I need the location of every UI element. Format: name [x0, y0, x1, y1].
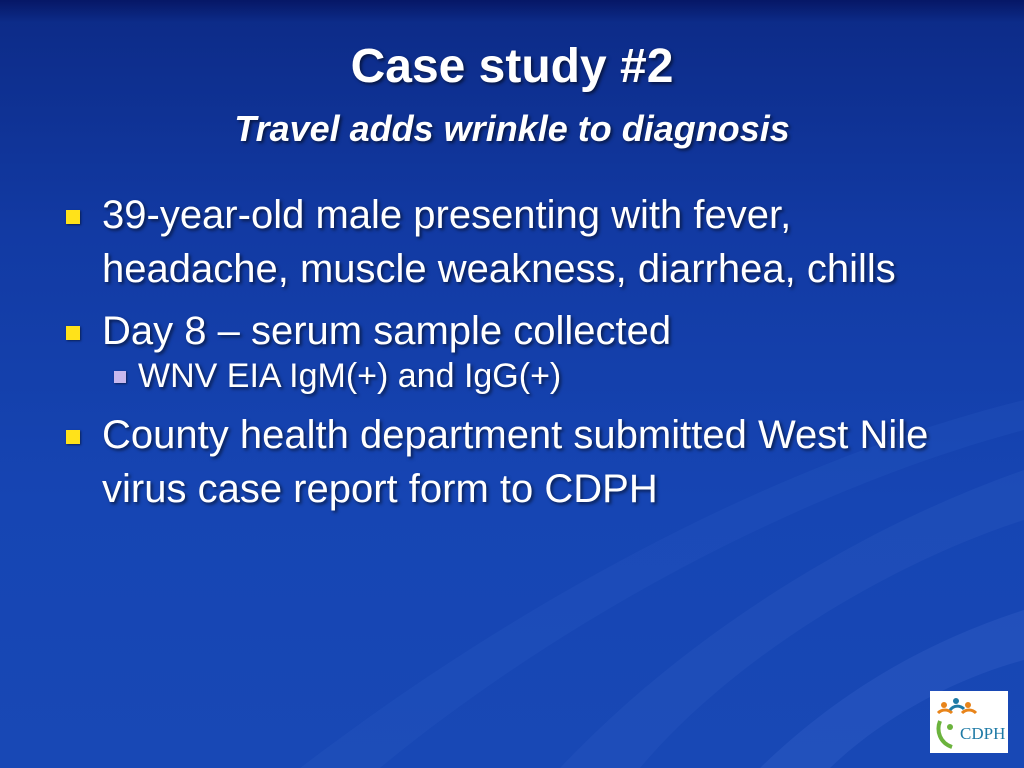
logo-text: CDPH: [960, 724, 1006, 743]
bullet-item: [62, 304, 982, 358]
slide-title: Case study #2: [350, 40, 674, 93]
sub-bullet-item: [108, 354, 982, 398]
bullet-list: [62, 188, 982, 524]
square-bullet-icon: [66, 210, 80, 224]
cdph-logo: [930, 691, 1008, 753]
bullet-item: [62, 188, 982, 296]
bullet-item: [62, 408, 982, 516]
square-bullet-icon: [66, 430, 80, 444]
sub-bullet-text: WNV EIA IgM(+) and IgG(+): [138, 357, 562, 395]
square-bullet-icon: [66, 326, 80, 340]
square-sub-bullet-icon: [114, 371, 126, 383]
bullet-text: 39-year-old male presenting with fever, headache, muscle weakness, diarrhea, chills: [102, 193, 896, 291]
slide-subtitle: Travel adds wrinkle to diagnosis: [234, 108, 790, 149]
bullet-text: Day 8 – serum sample collected: [102, 309, 672, 353]
bullet-text: County health department submitted West Nile virus case report form to CDPH: [102, 413, 929, 511]
